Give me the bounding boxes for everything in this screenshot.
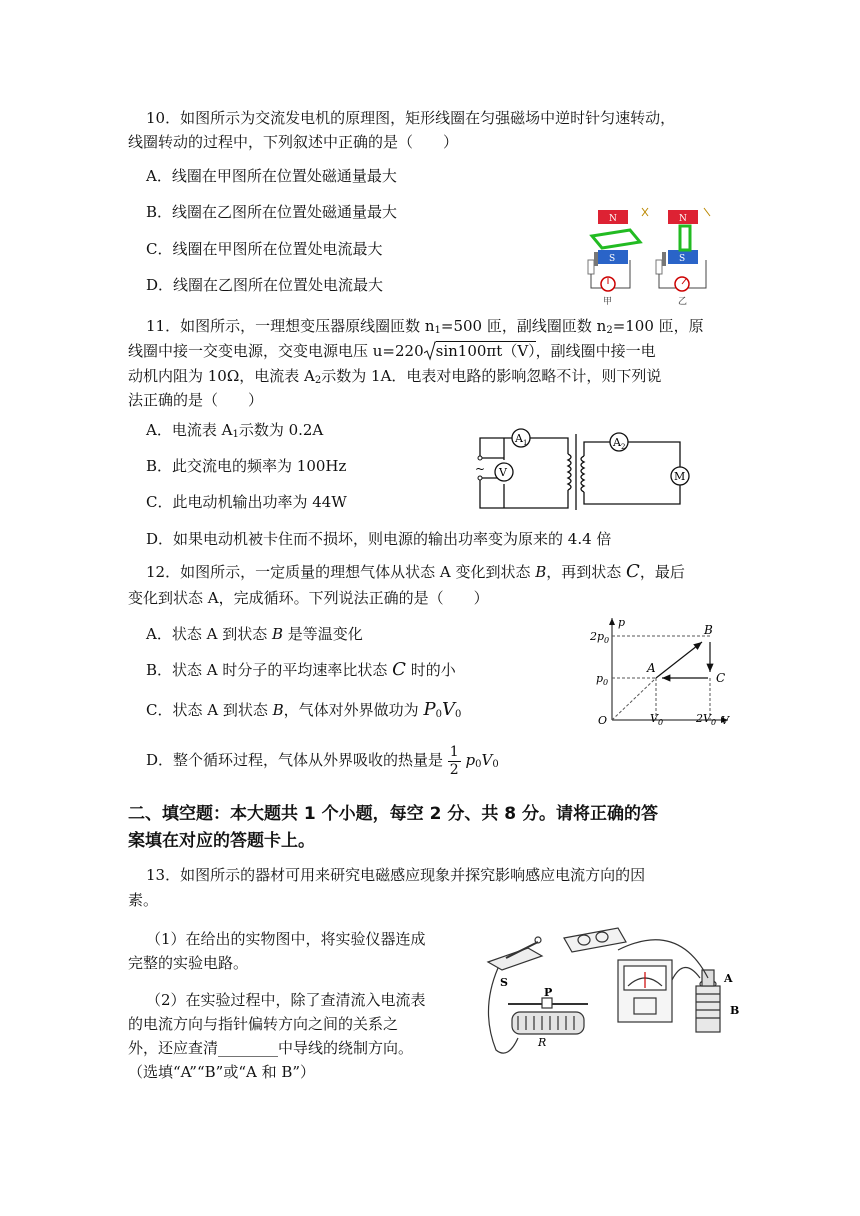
q12-option-a	[146, 619, 363, 649]
q12-optd-psub: 0	[475, 759, 482, 770]
q12-optc-psub: 0	[435, 709, 442, 720]
path-a-to-b	[656, 642, 702, 678]
q11-opta-text: A．电流表 A	[146, 421, 233, 439]
q13-part2-line1: （2）在实验过程中，除了查清流入电流表	[146, 991, 426, 1009]
q12-fraction	[448, 744, 461, 779]
voltmeter-label: V	[499, 466, 507, 479]
point-b-label: B	[704, 623, 713, 637]
ammeter-a2-label: $A_2$	[613, 436, 626, 451]
origin-label: O	[598, 714, 608, 727]
q11-l2a: 线圈中接一交变电源，交变电源电压 u=220	[128, 342, 424, 360]
q11-option-d: D．如果电动机被卡住而不损坏，则电源的输出功率变为原来的 4.4 倍	[146, 530, 612, 548]
coil-b-label: B	[730, 1004, 740, 1017]
q11-sqrt-expr: sin100πt（V）	[435, 342, 536, 360]
q12-optb-text2: 时的小	[405, 661, 456, 679]
q12-optc-text: C．状态 A 到状态	[146, 701, 273, 719]
q12-stem-line2: 变化到状态 A，完成循环。下列说法正确的是（ ）	[128, 589, 489, 607]
tick-2p0: $2p_0$	[590, 630, 610, 645]
q11-l3b: 示数为 1A．电表对电路的影响忽略不计，则下列说	[321, 367, 662, 385]
q12-option-b	[146, 655, 456, 685]
q13-part2-line4: （选填“A”“B”或“A 和 B”）	[128, 1063, 316, 1081]
q12-opta-b: B	[271, 625, 284, 643]
q10-option-d: D．线圈在乙图所在位置处电流最大	[146, 276, 384, 294]
q11-opta-sub: 1	[232, 429, 239, 440]
q12-state-c: C	[626, 561, 640, 582]
slider-label: P	[544, 986, 553, 999]
q12-optd-v: V	[481, 751, 493, 769]
label-yi: 乙	[678, 297, 688, 307]
sqrt-sign	[424, 343, 436, 361]
q12-state-b: B	[535, 563, 547, 581]
q12-optc-text2: ，气体对外界做功为	[283, 701, 424, 719]
tick-p0: $p_0$	[596, 672, 609, 687]
q11-n2-sub: 2	[606, 325, 613, 336]
q12-optb-c: C	[392, 659, 406, 680]
switch-label: S	[500, 976, 508, 989]
p-axis-label: p	[618, 616, 626, 629]
q10-generator-figure	[582, 204, 718, 308]
section2-heading-line2: 案填在对应的答题卡上。	[128, 831, 315, 851]
q11-option-b: B．此交流电的频率为 100Hz	[146, 457, 347, 475]
q11-l1a: 11．如图所示，一理想变压器原线圈匝数 n	[146, 317, 435, 335]
q12-option-c	[146, 695, 461, 730]
rheostat-label: R	[538, 1036, 547, 1049]
tick-v0: $V_0$	[650, 712, 664, 727]
q12-l1c: ，最后	[639, 563, 685, 581]
q12-opta-text2: 是等温变化	[283, 625, 363, 643]
q12-l1a: 12．如图所示，一定质量的理想气体从状态 A 变化到状态	[146, 563, 536, 581]
coil-right	[680, 226, 690, 250]
motor-label: M	[674, 470, 686, 483]
q12-l1b: ，再到状态	[546, 563, 627, 581]
magnet-n-left-label: N	[609, 214, 617, 224]
q10-stem-line1: 10．如图所示为交流发电机的原理图，矩形线圈在匀强磁场中逆时针匀速转动，	[146, 109, 676, 127]
point-a-label: A	[647, 661, 656, 675]
q12-optc-b: B	[272, 701, 284, 719]
label-jia: 甲	[603, 297, 613, 307]
q12-pv-graph	[590, 614, 735, 728]
battery-box	[564, 928, 626, 952]
q11-l1c: =100 匝，原	[612, 317, 704, 335]
tick-2v0: $2V_0$	[696, 712, 717, 727]
q13-part2-line2: 的电流方向与指针偏转方向之间的关系之	[128, 1015, 399, 1033]
q12-option-d	[146, 740, 499, 780]
coil-left	[592, 230, 640, 248]
q12-frac-num: 1	[449, 743, 459, 760]
ammeter-a1-label: $A_1$	[515, 432, 528, 447]
q10-option-b: B．线圈在乙图所在位置处磁通量最大	[146, 203, 398, 221]
rheostat-r	[512, 1012, 584, 1034]
q12-optc-p: P	[423, 699, 436, 720]
coil-a-label: A	[724, 972, 733, 985]
q11-option-c: C．此电动机输出功率为 44W	[146, 493, 347, 511]
q11-n1-sub: 1	[434, 325, 441, 336]
q11-l2b: ，副线圈中接一电	[535, 342, 656, 360]
coil-b	[696, 986, 720, 1032]
q12-optd-text: D．整个循环过程，气体从外界吸收的热量是	[146, 751, 448, 769]
q10-option-a: A．线圈在甲图所在位置处磁通量最大	[146, 167, 397, 185]
q12-optc-vsub: 0	[454, 709, 462, 720]
q12-frac-den: 2	[449, 761, 459, 778]
magnet-n-right-label: N	[679, 214, 687, 224]
section2-heading-line1: 二、填空题：本大题共 1 个小题，每空 2 分、共 8 分。请将正确的答	[128, 804, 658, 824]
switch-s	[488, 948, 542, 970]
q11-stem-line4: 法正确的是（ ）	[128, 391, 264, 409]
q11-transformer-figure	[468, 424, 690, 518]
q12-optd-vsub: 0	[492, 759, 499, 770]
q12-opta-text: A．状态 A 到状态	[146, 625, 272, 643]
q13-stem-line1: 13．如图所示的器材可用来研究电磁感应现象并探究影响感应电流方向的因	[146, 866, 646, 884]
q10-option-c: C．线圈在甲图所在位置处电流最大	[146, 240, 383, 258]
q12-optd-p: p	[465, 751, 476, 769]
q12-optc-v: V	[441, 699, 455, 720]
q11-opta-text2: 示数为 0.2A	[238, 421, 324, 439]
q13-part1-line2: 完整的实验电路。	[128, 954, 249, 972]
q11-l3a: 动机内阻为 10Ω，电流表 A	[128, 367, 315, 385]
q11-option-a	[146, 415, 323, 450]
v-axis-label: V	[721, 714, 729, 727]
q13-stem-line2: 素。	[128, 891, 159, 909]
q13-part2-line3: 外，还应查清________中导线的绕制方向。	[128, 1039, 414, 1057]
q12-optb-text: B．状态 A 时分子的平均速率比状态	[146, 661, 393, 679]
q11-a2-sub: 2	[314, 375, 322, 386]
magnet-s-right-label: S	[679, 254, 686, 264]
point-c-label: C	[716, 671, 726, 685]
q13-part1-line1: （1）在给出的实物图中，将实验仪器连成	[146, 930, 426, 948]
q10-stem-line2: 线圈转动的过程中，下列叙述中正确的是（ ）	[128, 133, 459, 151]
magnet-s-left-label: S	[609, 254, 616, 264]
q13-apparatus-figure	[478, 920, 740, 1060]
q11-l1b: =500 匝，副线圈匝数 n	[440, 317, 607, 335]
ac-source-symbol: ~	[475, 462, 486, 476]
